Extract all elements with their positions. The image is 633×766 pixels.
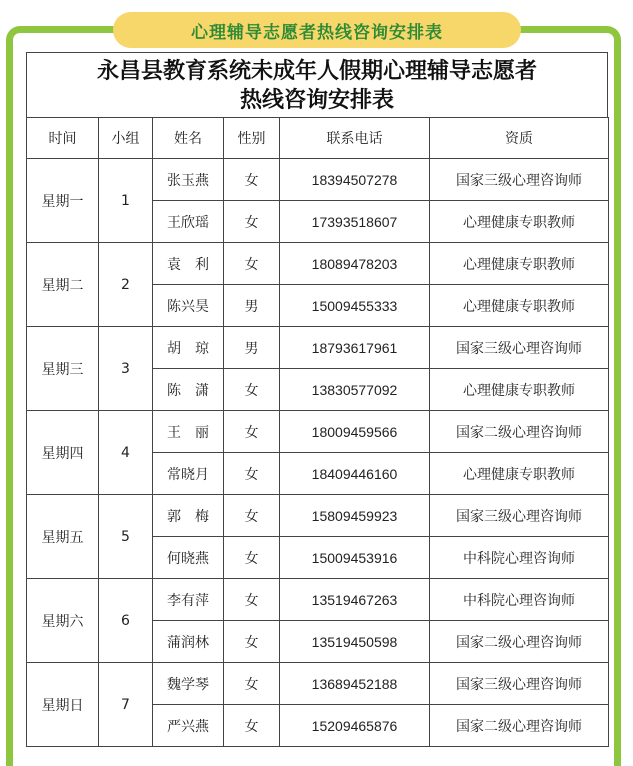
phone-cell: 13519467263 [280, 579, 430, 621]
table-row [27, 579, 609, 621]
header-qualification: 资质 [430, 118, 609, 159]
header-time: 时间 [27, 118, 99, 159]
header-gender: 性别 [224, 118, 280, 159]
qualification-cell: 心理健康专职教师 [430, 285, 609, 327]
title-line-1: 永昌县教育系统未成年人假期心理辅导志愿者 [96, 58, 537, 84]
gender-cell: 男 [224, 285, 280, 327]
gender-cell: 女 [224, 453, 280, 495]
header-name: 姓名 [153, 118, 224, 159]
day-cell: 星期五 [27, 495, 99, 579]
name-cell: 王欣瑶 [153, 201, 224, 243]
qualification-cell: 心理健康专职教师 [430, 453, 609, 495]
group-cell: 1 [99, 159, 153, 243]
name-cell: 李有萍 [153, 579, 224, 621]
name-cell: 何晓燕 [153, 537, 224, 579]
phone-cell: 18394507278 [280, 159, 430, 201]
name-cell: 陈兴昊 [153, 285, 224, 327]
table-row [27, 327, 609, 369]
group-cell: 6 [99, 579, 153, 663]
name-cell: 郭 梅 [153, 495, 224, 537]
phone-cell: 15809459923 [280, 495, 430, 537]
group-cell: 4 [99, 411, 153, 495]
phone-cell: 18089478203 [280, 243, 430, 285]
qualification-cell: 中科院心理咨询师 [430, 579, 609, 621]
group-cell: 7 [99, 663, 153, 747]
document-title [26, 52, 608, 118]
banner-title: 心理辅导志愿者热线咨询安排表 [113, 12, 521, 48]
name-cell: 常晓月 [153, 453, 224, 495]
qualification-cell: 国家二级心理咨询师 [430, 621, 609, 663]
gender-cell: 女 [224, 159, 280, 201]
day-cell: 星期一 [27, 159, 99, 243]
phone-cell: 15009453916 [280, 537, 430, 579]
header-group: 小组 [99, 118, 153, 159]
day-cell: 星期三 [27, 327, 99, 411]
day-cell: 星期四 [27, 411, 99, 495]
qualification-cell: 中科院心理咨询师 [430, 537, 609, 579]
table-row [27, 411, 609, 453]
phone-cell: 15209465876 [280, 705, 430, 747]
name-cell: 王 丽 [153, 411, 224, 453]
phone-cell: 18409446160 [280, 453, 430, 495]
day-cell: 星期日 [27, 663, 99, 747]
gender-cell: 女 [224, 495, 280, 537]
gender-cell: 女 [224, 579, 280, 621]
name-cell: 魏学琴 [153, 663, 224, 705]
gender-cell: 女 [224, 411, 280, 453]
phone-cell: 13830577092 [280, 369, 430, 411]
name-cell: 严兴燕 [153, 705, 224, 747]
table-row [27, 663, 609, 705]
phone-cell: 17393518607 [280, 201, 430, 243]
name-cell: 胡 琼 [153, 327, 224, 369]
schedule-table [26, 117, 609, 747]
phone-cell: 13689452188 [280, 663, 430, 705]
gender-cell: 男 [224, 327, 280, 369]
qualification-cell: 国家三级心理咨询师 [430, 159, 609, 201]
qualification-cell: 心理健康专职教师 [430, 243, 609, 285]
table-row [27, 243, 609, 285]
day-cell: 星期二 [27, 243, 99, 327]
group-cell: 2 [99, 243, 153, 327]
gender-cell: 女 [224, 621, 280, 663]
qualification-cell: 国家二级心理咨询师 [430, 411, 609, 453]
phone-cell: 18009459566 [280, 411, 430, 453]
name-cell: 袁 利 [153, 243, 224, 285]
phone-cell: 13519450598 [280, 621, 430, 663]
qualification-cell: 国家三级心理咨询师 [430, 327, 609, 369]
phone-cell: 18793617961 [280, 327, 430, 369]
table-row [27, 495, 609, 537]
group-cell: 5 [99, 495, 153, 579]
gender-cell: 女 [224, 243, 280, 285]
name-cell: 陈 潇 [153, 369, 224, 411]
gender-cell: 女 [224, 663, 280, 705]
name-cell: 张玉燕 [153, 159, 224, 201]
gender-cell: 女 [224, 705, 280, 747]
qualification-cell: 心理健康专职教师 [430, 369, 609, 411]
day-cell: 星期六 [27, 579, 99, 663]
header-phone: 联系电话 [280, 118, 430, 159]
qualification-cell: 国家二级心理咨询师 [430, 705, 609, 747]
qualification-cell: 国家三级心理咨询师 [430, 495, 609, 537]
gender-cell: 女 [224, 537, 280, 579]
gender-cell: 女 [224, 369, 280, 411]
qualification-cell: 心理健康专职教师 [430, 201, 609, 243]
group-cell: 3 [99, 327, 153, 411]
gender-cell: 女 [224, 201, 280, 243]
header-row [27, 118, 609, 159]
phone-cell: 15009455333 [280, 285, 430, 327]
title-line-2: 热线咨询安排表 [239, 87, 394, 113]
table-row [27, 159, 609, 201]
name-cell: 蒲润林 [153, 621, 224, 663]
qualification-cell: 国家三级心理咨询师 [430, 663, 609, 705]
